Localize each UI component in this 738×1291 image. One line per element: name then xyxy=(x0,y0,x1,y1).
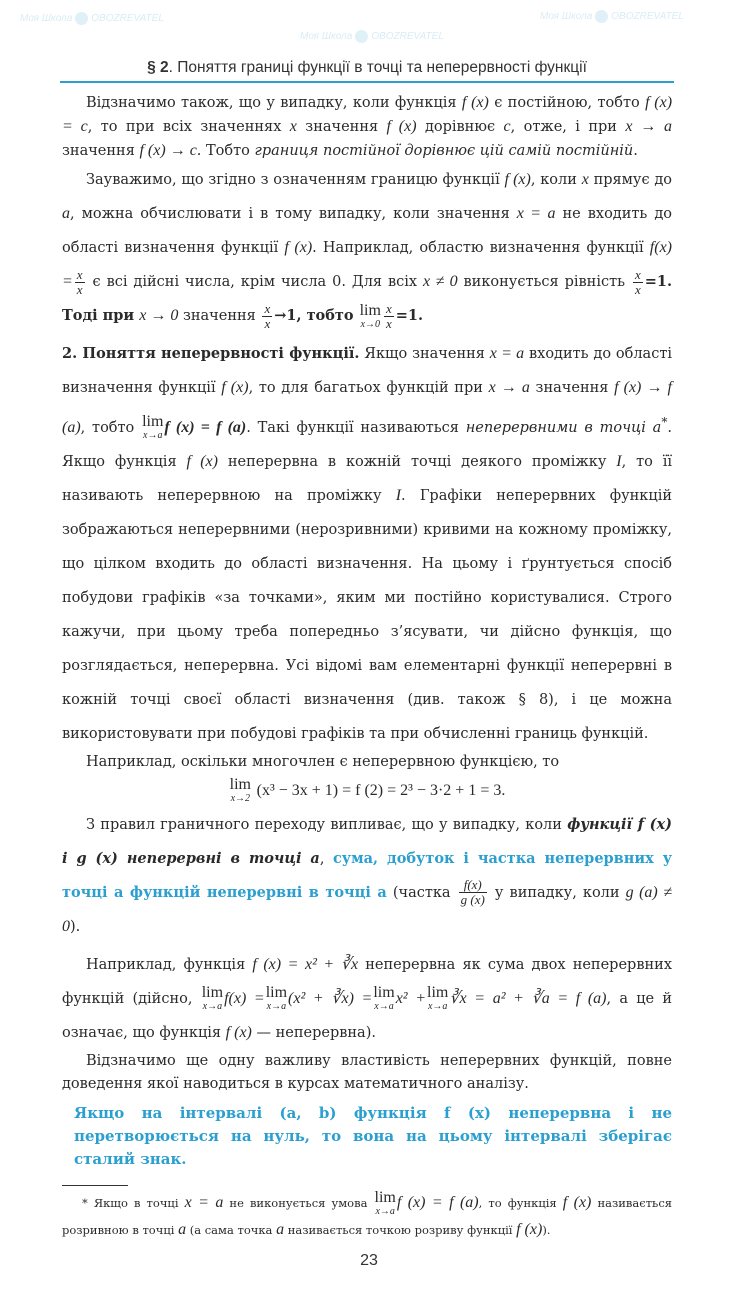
page-body xyxy=(62,91,672,1171)
watermark: Моя Школа OBOZREVATEL xyxy=(20,13,164,25)
footnote: * Якщо в точці x = a не виконується умова lim x→a f (x) = f (a), то функція f (x) називається розривною в точці a (а сама точка a називається точкою розриву функції f (x)). xyxy=(62,1189,673,1239)
theorem-statement: Якщо на інтервалі (a, b) функція f (x) неперервна і не перетворюється на нуль, то вона на цьому інтервалі зберігає сталий знак. xyxy=(74,1103,672,1168)
paragraph-domain-remark: Зауважимо, що згідно з означенням границю функції f (x), коли x прямує до a, можна обчислювати і в тому випадку, коли значення x = a не входить до області визначення функції f (x). Наприклад, областю визначення функції f(x) = $\frac{x}{x}$ є всі дійсні числа, крім числа 0. Для всіх x ≠ 0 виконується рівність $\frac{x}{x}$ =1. Тоді при x → 0 значення $\frac{x}{x}$ →1, тобто lim x→0 $\frac{x}{x}$ =1. xyxy=(62,171,673,331)
section-number: § 2 xyxy=(147,59,169,76)
watermark: Моя Школа OBOZREVATEL xyxy=(300,31,444,43)
limit-operator: lim x→a xyxy=(374,1189,396,1218)
limit-operator: lim x→a xyxy=(427,984,449,1013)
running-header xyxy=(60,0,674,78)
paragraph-limit-rules: З правил граничного переходу випливає, що у випадку, коли функції f (x) і g (x) неперервні в точці a, сума, добуток і частка неперервних у точці a функцій неперервні в точці a (частка $\frac{f(x)}{g (x)}$ у випадку, коли g (a) ≠ 0). xyxy=(62,815,673,935)
limit-operator: lim x→a xyxy=(142,413,164,442)
paragraph-polynomial-example: Наприклад, оскільки многочлен є неперервною функцією, то xyxy=(86,753,560,770)
paragraph-property-intro: Відзначимо ще одну важливу властивість неперервних функцій, повне доведення якої наводиться в курсах математичного аналізу. xyxy=(62,1052,672,1092)
highlighted-statement: сума, добуток і частка неперервних у точці a функцій неперервні в точці a xyxy=(62,849,673,901)
formula-polynomial-limit: lim x→2 (x³ − 3x + 1) = f (2) = 2³ − 3·2 + 1 = 3. xyxy=(229,776,506,805)
limit-operator: lim x→2 xyxy=(229,776,251,805)
header-divider xyxy=(60,81,674,83)
page-number: 23 xyxy=(360,1252,378,1270)
paragraph-continuity-definition: 2. Поняття неперервності функції. Якщо значення x = a входить до області визначення функції f (x), то для багатьох функцій при x → a значення f (x) → f (a), тобто lim x→a f (x) = f (a). Такі функції називаються неперервними в точці a*. Якщо функція f (x) неперервна в кожній точці деякого проміжку I, то її називають неперервною на проміжку I. Графіки неперервних функцій зображаються неперервними (нерозривними) кривими на кожному проміжку, що цілком входить до області визначення. На цьому і ґрунтується спосіб побудови графіків «за точками», яким ми постійно користувалися. Строго кажучи, при цьому треба попередньо з’ясувати, чи дійсно функція, що розглядається, неперервна. Усі відомі вам елементарні функції неперервні в кожній точці своєї області визначення (див. також § 8), і це можна використовувати при побудові графіків та при обчисленні границь функцій. xyxy=(62,345,673,742)
fraction: $\frac{x}{x}$ xyxy=(385,300,392,331)
limit-operator: lim x→a xyxy=(373,984,395,1013)
section-title: . Поняття границі функції в точці та неперервності функції xyxy=(168,59,587,76)
watermark: Моя Школа OBOZREVATEL xyxy=(540,11,684,23)
footnote-reference[interactable]: * xyxy=(661,415,668,429)
fraction: $\frac{x}{x}$ xyxy=(76,266,83,297)
paragraph-constant-limit: Відзначимо також, що у випадку, коли функція f (x) є постійною, тобто f (x) = c, то при всіх значеннях x значення f (x) дорівнює c, отже, і при x → a значення f (x) → c. Тобто границя постійної дорівнює цій самій постійній. xyxy=(62,94,673,159)
fraction: $\frac{x}{x}$ xyxy=(264,300,271,331)
limit-operator: lim x→a xyxy=(201,984,224,1013)
footnote-divider xyxy=(62,1185,128,1186)
paragraph-sum-example: Наприклад, функція f (x) = x² + ∛x неперервна як сума двох неперервних функцій (дійсно, lim x→a f(x) = lim x→a (x² + ∛x) = lim x→a x² + lim x→a ∛x = a² + ∛a = f (a), а це й означає, що функція f (x) — неперервна). xyxy=(62,955,673,1041)
subsection-heading: 2. Поняття неперервності функції. xyxy=(62,345,360,362)
limit-operator: lim x→0 xyxy=(359,301,381,330)
fraction: $\frac{f(x)}{g (x)}$ xyxy=(460,877,485,908)
limit-operator: lim x→a xyxy=(265,984,288,1013)
fraction: $\frac{x}{x}$ xyxy=(634,266,641,297)
